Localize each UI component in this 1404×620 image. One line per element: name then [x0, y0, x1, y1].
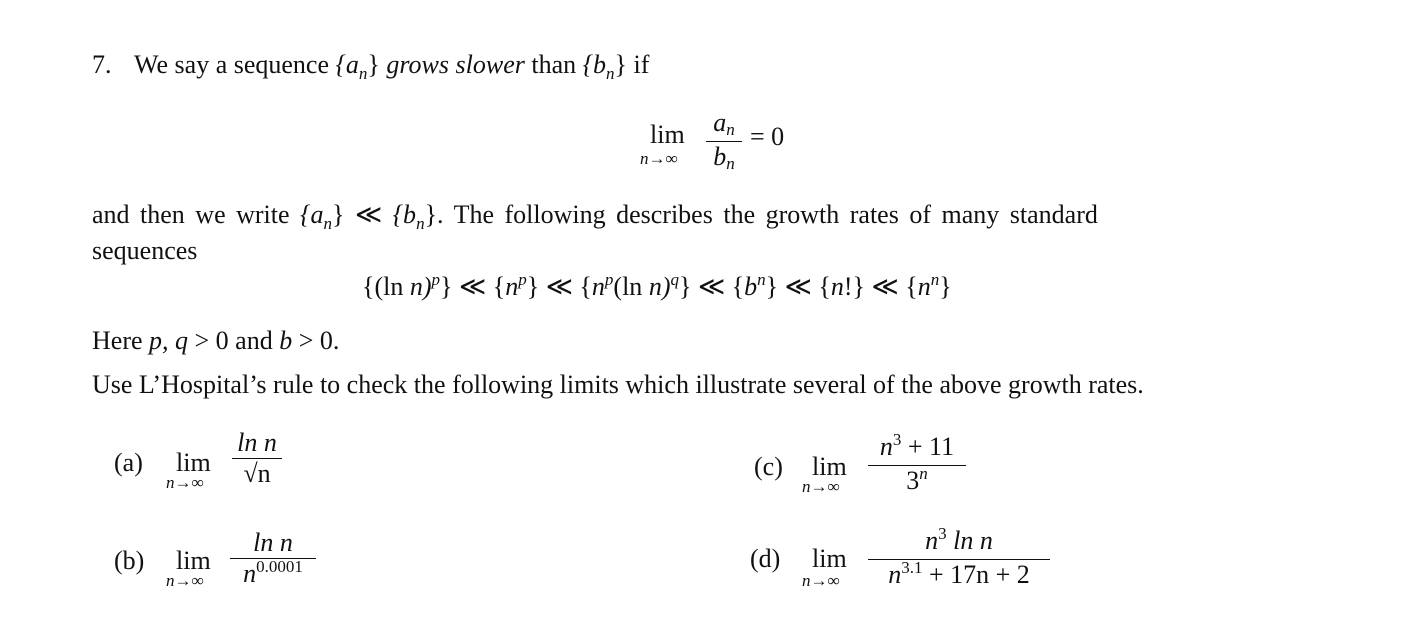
part-b-fraction: ln n $n^{0.0001}$: [230, 528, 316, 592]
problem-number: 7.: [92, 50, 112, 79]
part-label: (c): [754, 452, 783, 481]
growth-rate-chain: {(ln n)$^p$} ≪ $\{n^p\}$ ≪ {$n^p(\ln$ n)$^q$} ≪ $\{b^n\}$ ≪ {n!} ≪ $\{n^n\}$: [362, 270, 952, 301]
part-a-fraction: ln n √n: [232, 428, 282, 489]
emphasis-grows-slower: grows slower: [386, 50, 525, 79]
problem-statement-line3: sequences: [92, 236, 198, 265]
part-d-fraction: $n^3$ ln n $n^{3.1} + 17n + 2$: [868, 526, 1050, 593]
problem-statement-line1: 7. We say a sequence $\{a_n\}$ grows slower than $\{b_n\}$ if: [92, 50, 650, 83]
parameter-conditions: Here p, q > 0 and b > 0.: [92, 326, 340, 355]
instruction-text: Use L’Hospital’s rule to check the following limits which illustrate several of the above growth rates.: [92, 370, 1144, 399]
problem-statement-line2: and then we write $\{a_n\}$ ≪ $\{b_n\}$. The following describes the growth rates of many standard: [92, 200, 1098, 233]
part-label: (d): [750, 544, 781, 573]
definition-fraction: an bn: [706, 108, 742, 175]
intro-text: We say a sequence: [134, 50, 330, 79]
part-b: (b) lim n→∞ ln n $n^{0.0001}$: [114, 528, 354, 600]
part-c-fraction: $n^3 + 11$ 3$^n$: [868, 432, 966, 499]
definition-limit: lim n→∞ an bn = 0: [640, 108, 785, 173]
part-label: (a): [114, 448, 143, 477]
part-c: (c) lim n→∞ $n^3 + 11$ 3$^n$: [754, 428, 1014, 500]
part-label: (b): [114, 546, 145, 575]
part-d: (d) lim n→∞ $n^3$ ln n $n^{3.1} + 17n + 2$: [750, 524, 1070, 600]
part-a: (a) lim n→∞ ln n √n: [114, 428, 314, 500]
